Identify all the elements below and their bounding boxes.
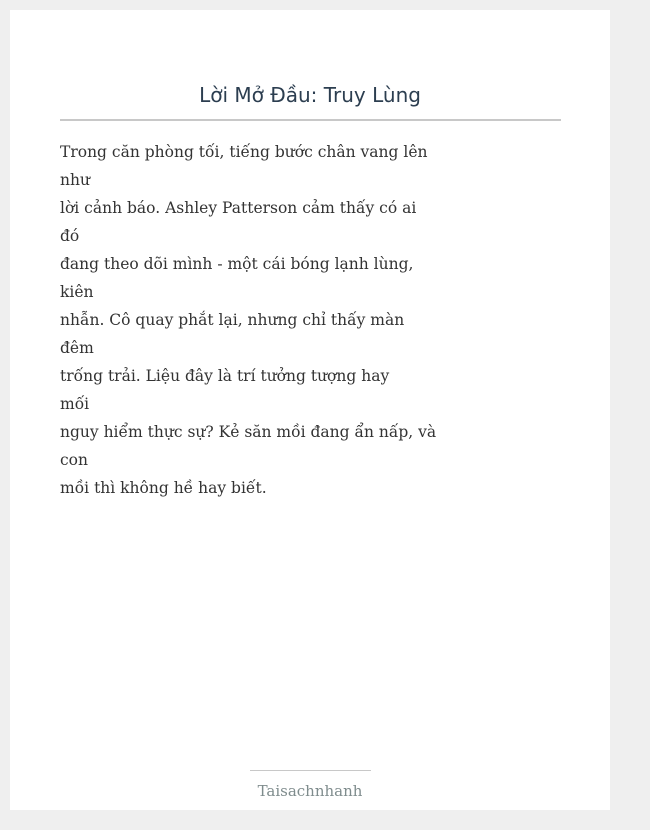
- text-line: đêm: [60, 339, 94, 357]
- text-line: mối: [60, 395, 90, 413]
- footer-divider: [250, 770, 371, 771]
- text-line: trống trải. Liệu đây là trí tưởng tượng hay: [60, 367, 390, 385]
- footer-credit: Taisachnhanh: [257, 782, 363, 800]
- text-line: Trong căn phòng tối, tiếng bước chân vang lên: [60, 143, 428, 161]
- text-line: nguy hiểm thực sự? Kẻ săn mồi đang ẩn nấp, và: [60, 423, 437, 441]
- title-divider: [60, 119, 561, 121]
- text-line: con: [60, 451, 88, 469]
- body-paragraph: [60, 138, 437, 502]
- text-line: lời cảnh báo. Ashley Patterson cảm thấy có ai: [60, 199, 417, 217]
- text-line: như: [60, 171, 90, 189]
- text-line: mồi thì không hề hay biết.: [60, 479, 267, 497]
- text-line: đang theo dõi mình - một cái bóng lạnh lùng,: [60, 255, 414, 273]
- text-line: nhẫn. Cô quay phắt lại, nhưng chỉ thấy màn: [60, 311, 405, 329]
- text-line: kiên: [60, 283, 94, 301]
- document-page: [10, 10, 610, 810]
- text-line: đó: [60, 227, 80, 245]
- page-title: Lời Mở Đầu: Truy Lùng: [199, 83, 421, 107]
